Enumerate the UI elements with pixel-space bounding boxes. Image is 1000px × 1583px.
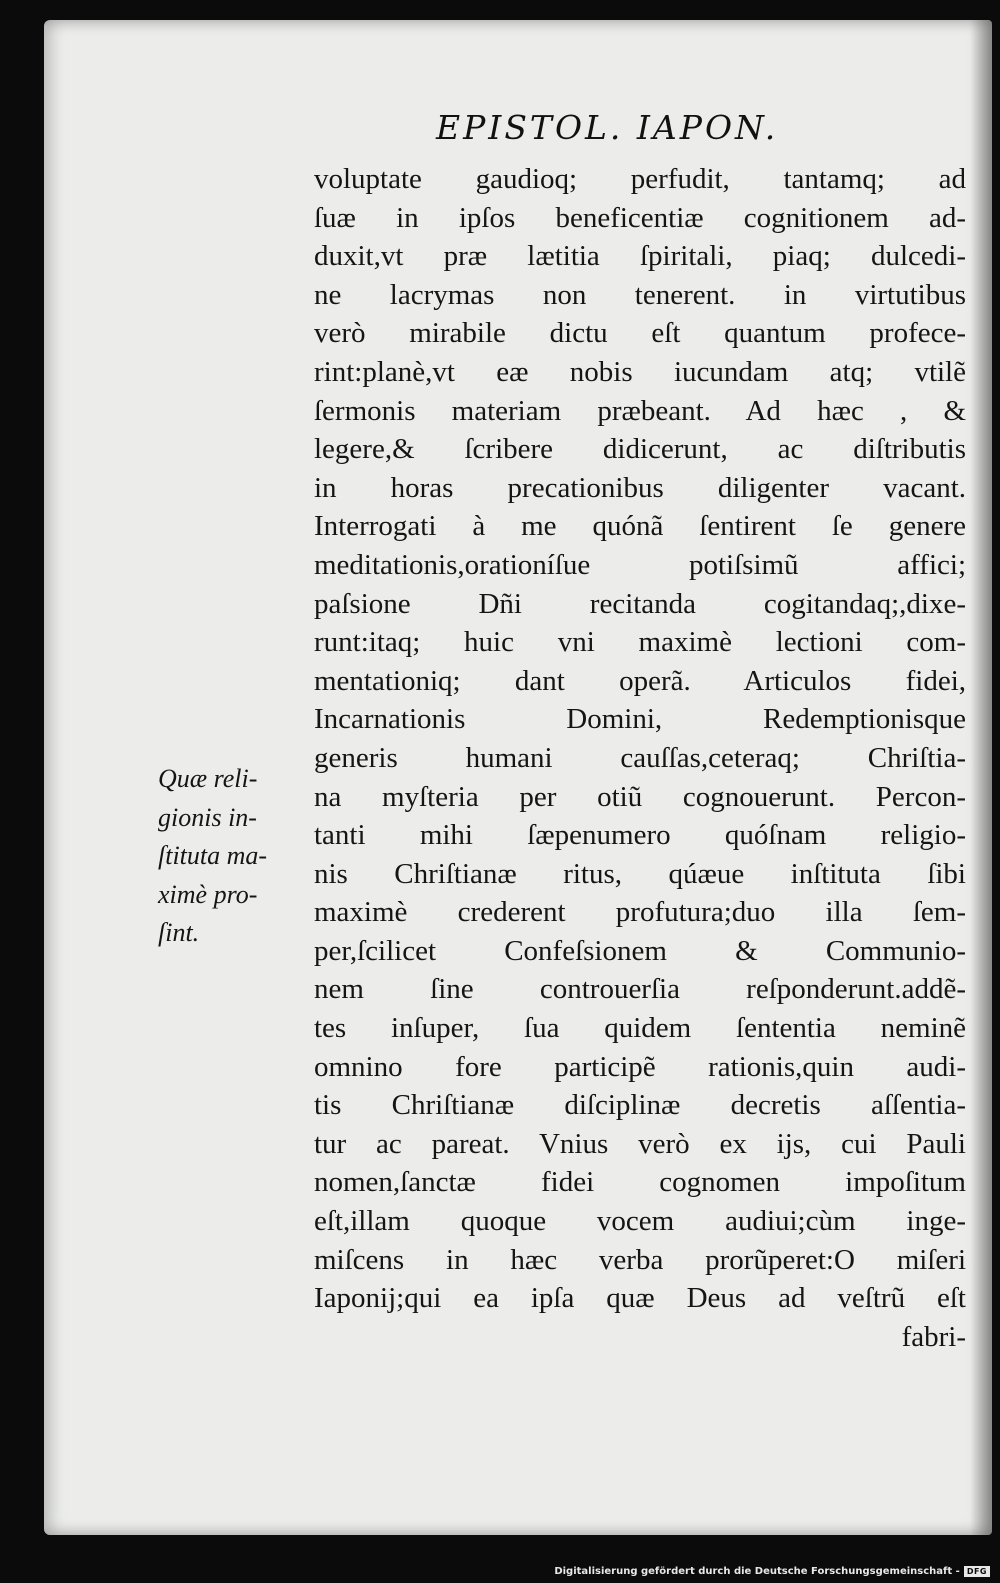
text-line: generis humani cauſſas,ceteraq; Chriſtia-	[314, 741, 966, 774]
text-line: tanti mihi ſæpenumero quóſnam religio-	[314, 819, 966, 852]
credit-text: Digitalisierung gefördert durch die Deutsche Forschungsgemeinschaft -	[554, 1566, 960, 1577]
marginal-note-line: ſtituta ma-	[158, 841, 268, 870]
book-page	[44, 20, 992, 1535]
text-line: nomen,ſanctæ fidei cognomen impoſitum	[314, 1166, 966, 1199]
text-line: maximè crederent profutura;duo illa ſem-	[314, 896, 966, 929]
text-line: mentationiq; dant operã. Articulos fidei,	[314, 664, 966, 697]
text-line: legere,& ſcribere didicerunt, ac diſtributis	[314, 433, 966, 466]
body-text	[314, 160, 966, 1356]
text-line: Incarnationis Domini, Redemptionisque	[314, 703, 966, 736]
text-line: rint:planè,vt eæ nobis iucundam atq; vtilẽ	[314, 355, 966, 388]
marginal-note-line: ſint.	[158, 918, 200, 947]
marginal-note-line: gionis in-	[158, 802, 257, 832]
dfg-logo: DFG	[964, 1566, 990, 1577]
text-line: eſt,illam quoque vocem audiui;cùm inge-	[314, 1205, 966, 1238]
marginal-note	[158, 760, 308, 953]
text-line: runt:itaq; huic vni maximè lectioni com-	[314, 626, 966, 659]
text-line: Interrogati à me quónã ſentirent ſe genere	[314, 510, 966, 543]
text-line: tur ac pareat. Vnius verò ex ijs, cui Pauli	[314, 1127, 966, 1160]
digitization-credit	[554, 1566, 990, 1577]
text-line: paſsione Dñi recitanda cogitandaq;,dixe-	[314, 587, 966, 620]
text-line: nis Chriſtianæ ritus, qúæue inſtituta ſibi	[314, 857, 966, 890]
catchword: fabri-	[901, 1320, 966, 1353]
text-line: nem ſine controuerſia reſponderunt.addẽ-	[314, 973, 966, 1006]
text-line: na myſteria per otiũ cognouerunt. Percon-	[314, 780, 966, 813]
running-title: EPISTOL. IAPON.	[436, 108, 779, 147]
text-line: omnino fore participẽ rationis,quin audi-	[314, 1050, 966, 1083]
text-line: in horas precationibus diligenter vacant.	[314, 471, 966, 504]
text-line: meditationis,orationíſue potiſsimũ affici;	[314, 548, 966, 581]
text-line: Iaponij;qui ea ipſa quæ Deus ad veſtrũ eſt	[314, 1282, 966, 1315]
text-line: tes inſuper, ſua quidem ſententia neminẽ	[314, 1012, 966, 1045]
marginal-note-line: Quæ reli-	[158, 764, 258, 793]
text-line: per,ſcilicet Confeſsionem & Communio-	[314, 934, 966, 967]
text-line: ſermonis materiam præbeant. Ad hæc , &	[314, 394, 966, 427]
page-gutter-shadow	[970, 20, 992, 1535]
text-line: ne lacrymas non tenerent. in virtutibus	[314, 278, 966, 311]
text-line: duxit,vt præ lætitia ſpiritali, piaq; dulcedi-	[314, 240, 966, 273]
text-line: voluptate gaudioq; perfudit, tantamq; ad	[314, 163, 966, 195]
text-line: verò mirabile dictu eſt quantum profece-	[314, 317, 966, 350]
marginal-note-line: ximè pro-	[158, 879, 258, 909]
text-line: miſcens in hæc verba prorũperet:O miſeri	[314, 1243, 966, 1276]
text-line: ſuæ in ipſos beneficentiæ cognitionem ad-	[314, 201, 966, 234]
text-line: tis Chriſtianæ diſciplinæ decretis aſſentia-	[314, 1089, 966, 1122]
